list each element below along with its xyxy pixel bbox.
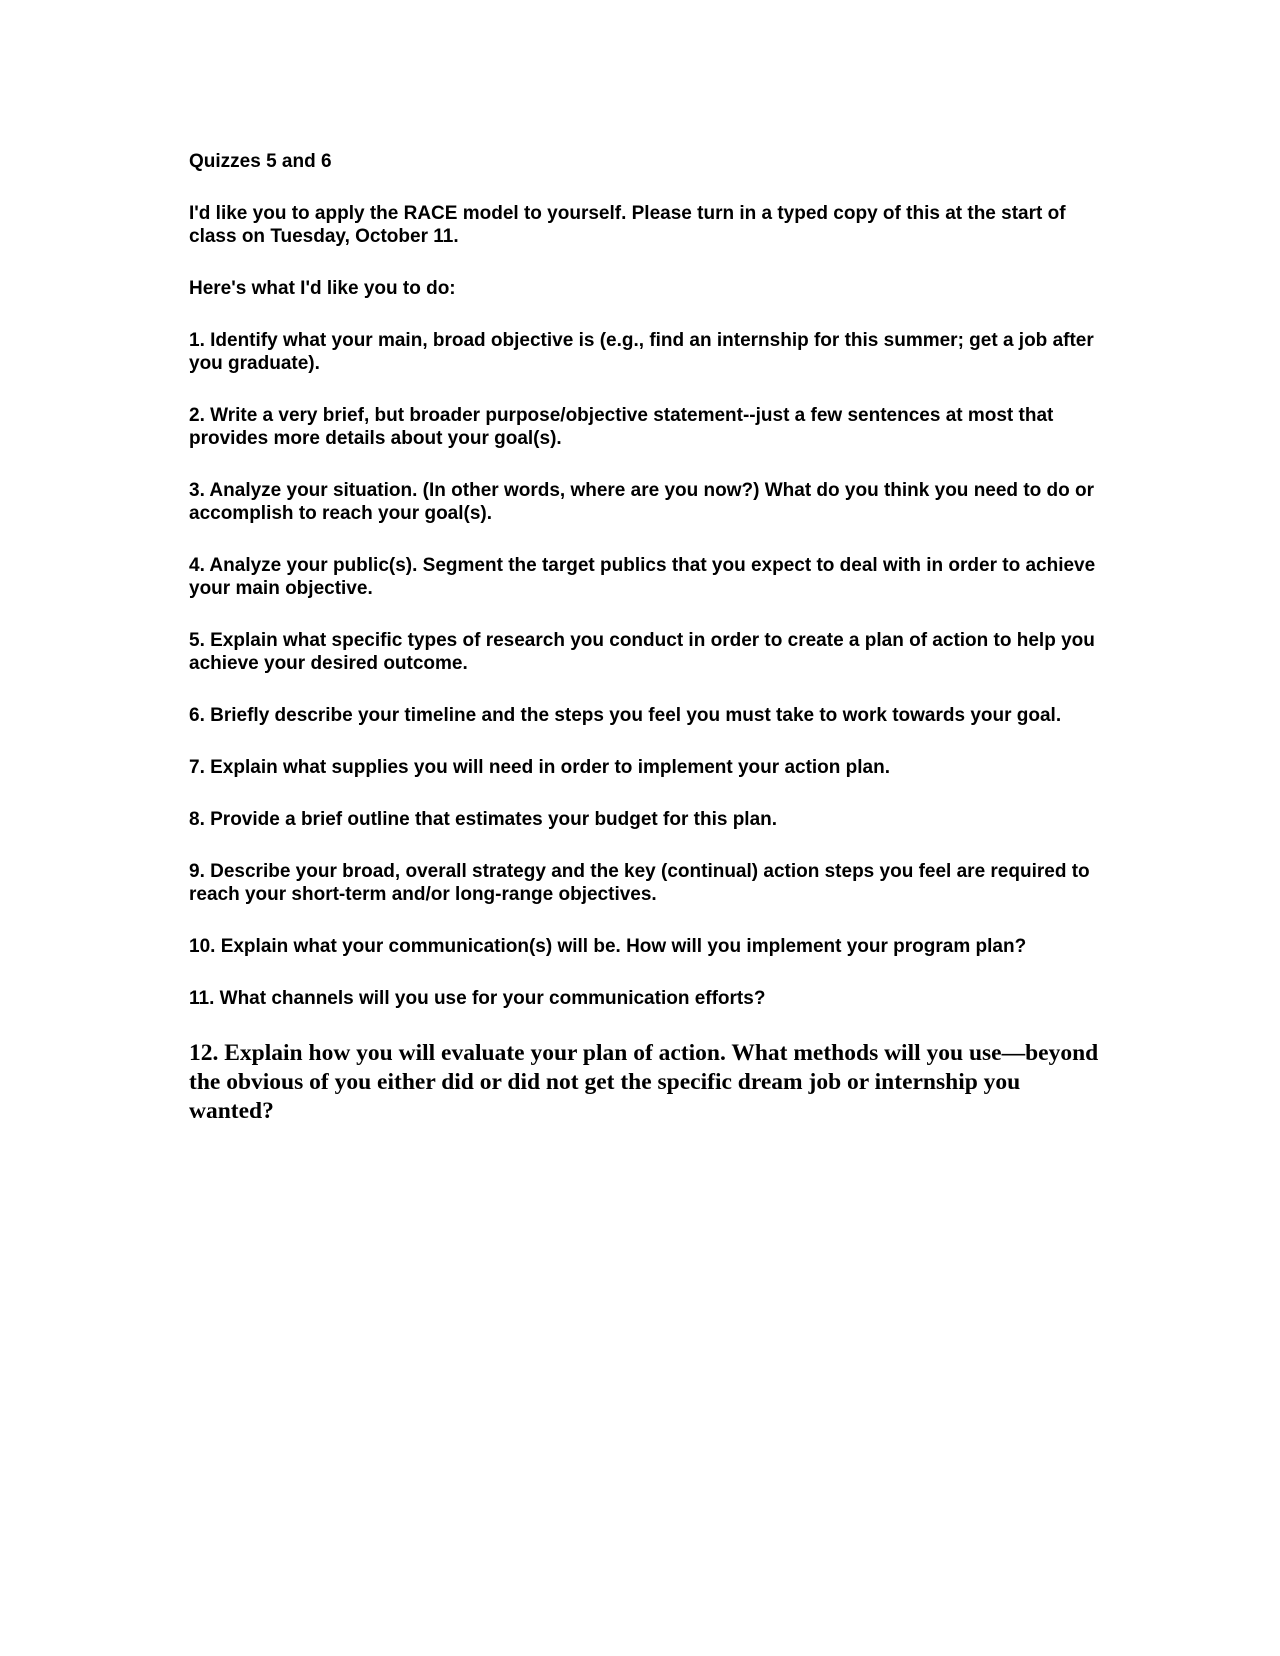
list-item: 2. Write a very brief, but broader purpose/objective statement--just a few sentences at most that provides more details about your goal(s).: [189, 405, 1054, 449]
list-item: 7. Explain what supplies you will need in order to implement your action plan.: [189, 757, 891, 778]
final-list-item: 12. Explain how you will evaluate your plan of action. What methods will you use—beyond the obvious of you either did or did not get the specific dream job or internship you wanted?: [189, 1040, 1099, 1124]
document-title: Quizzes 5 and 6: [189, 151, 332, 172]
list-item: 10. Explain what your communication(s) will be. How will you implement your program plan?: [189, 936, 1027, 957]
list-item: 4. Analyze your public(s). Segment the target publics that you expect to deal with in order to achieve your main objective.: [189, 555, 1096, 599]
list-item: 3. Analyze your situation. (In other words, where are you now?) What do you think you need to do or accomplish to reach your goal(s).: [189, 480, 1095, 524]
list-item: 8. Provide a brief outline that estimates your budget for this plan.: [189, 809, 778, 830]
list-item: 9. Describe your broad, overall strategy and the key (continual) action steps you feel are required to reach your short-term and/or long-range objectives.: [189, 861, 1090, 905]
list-item: 11. What channels will you use for your communication efforts?: [189, 988, 766, 1009]
list-item: 6. Briefly describe your timeline and the steps you feel you must take to work towards your goal.: [189, 705, 1062, 726]
intro-paragraph: I'd like you to apply the RACE model to yourself. Please turn in a typed copy of this at the start of class on Tuesday, October 11.: [189, 203, 1066, 247]
list-item: 5. Explain what specific types of research you conduct in order to create a plan of action to help you achieve your desired outcome.: [189, 630, 1095, 674]
list-item: 1. Identify what your main, broad objective is (e.g., find an internship for this summer; get a job after you graduate).: [189, 330, 1094, 374]
lead-in-paragraph: Here's what I'd like you to do:: [189, 278, 456, 299]
document-body: [189, 150, 1099, 1155]
